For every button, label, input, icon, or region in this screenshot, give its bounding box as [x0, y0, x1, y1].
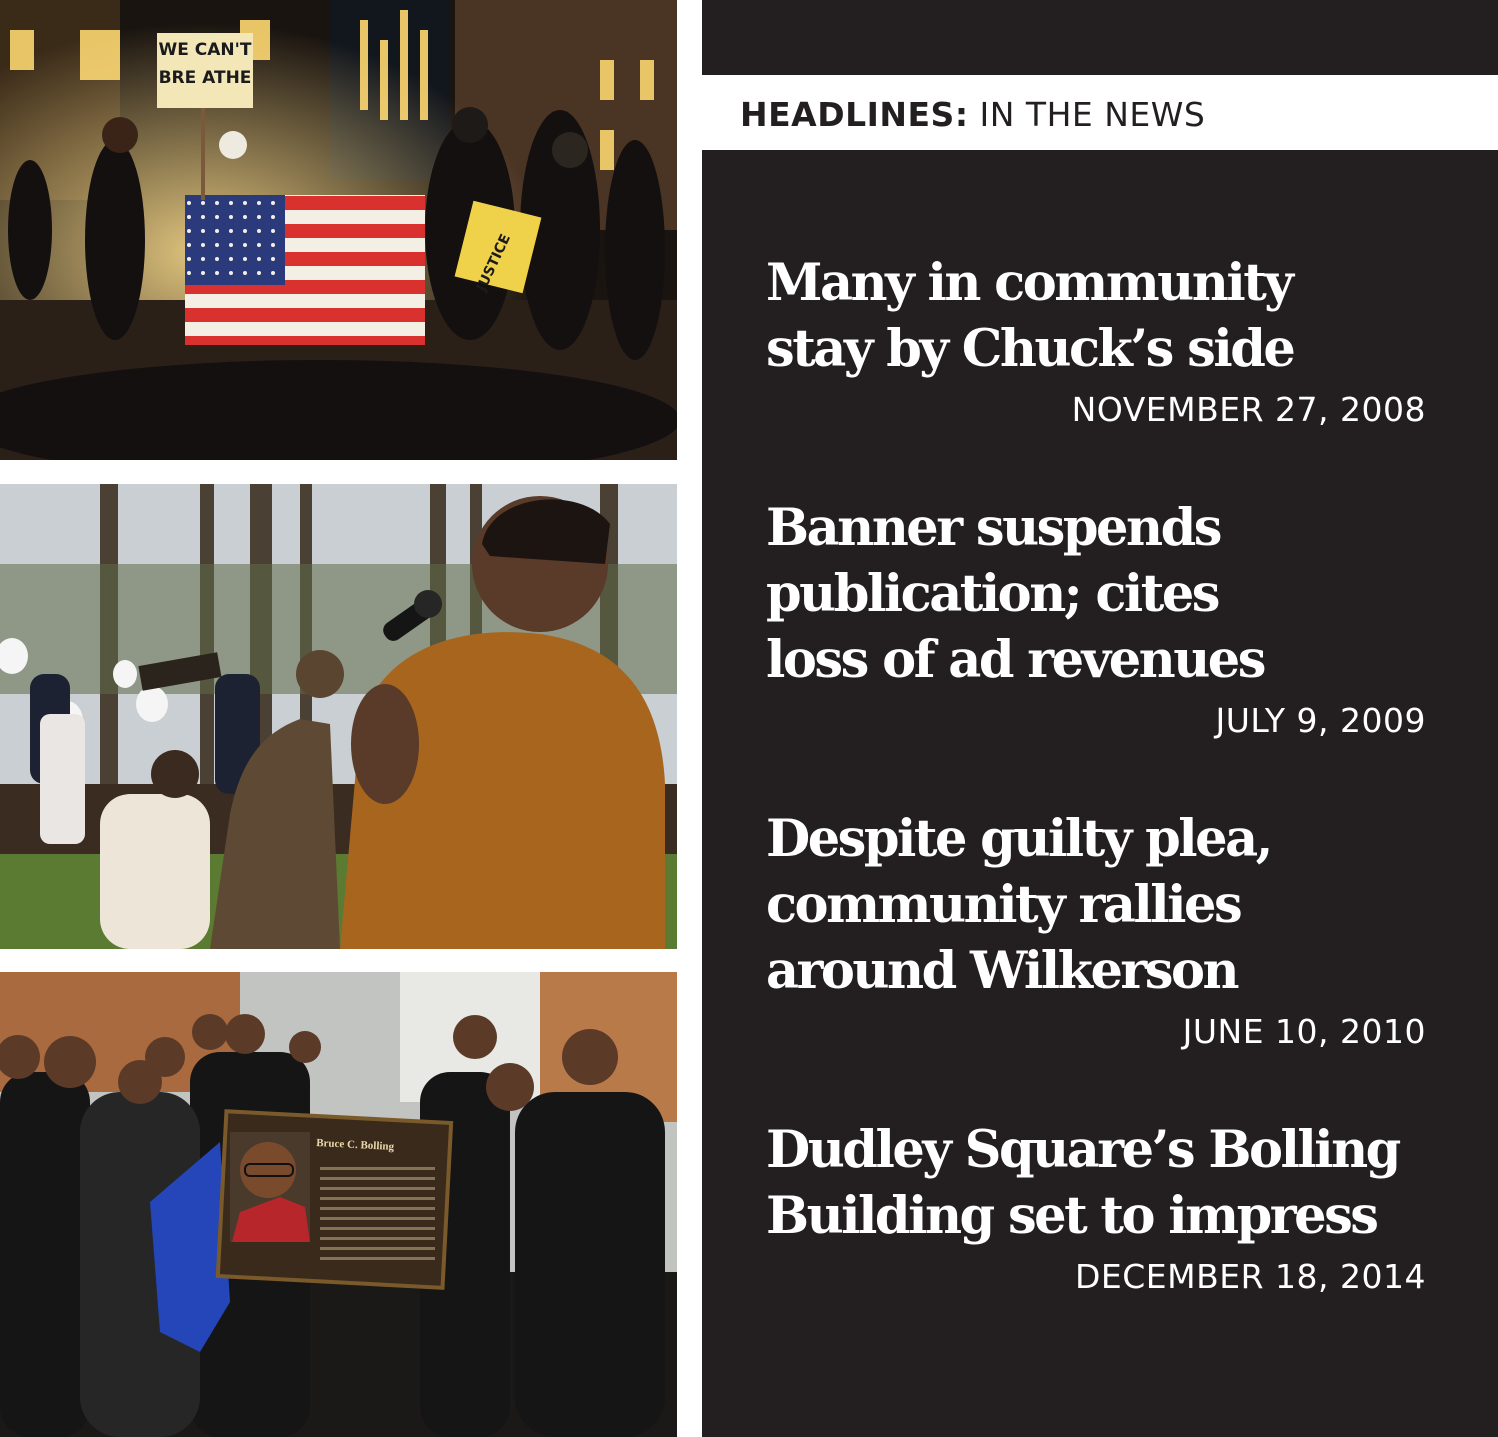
headline-date: JULY 9, 2009: [1215, 701, 1426, 740]
headline-title-line: community rallies: [766, 875, 1241, 935]
headline-title-line: Dudley Square’s Bolling: [766, 1120, 1399, 1180]
headline-title-line: around Wilkerson: [766, 941, 1238, 1001]
headline-date: DECEMBER 18, 2014: [1075, 1257, 1426, 1296]
headline-title-line: Many in community: [766, 253, 1292, 313]
section-title-bold: HEADLINES:: [740, 95, 969, 134]
protest-sign-line-1: WE CAN'T: [158, 40, 252, 60]
headline-item: [766, 806, 1426, 1052]
section-title: [740, 95, 1205, 135]
headline-title: [766, 495, 1426, 693]
headline-item: [766, 250, 1426, 430]
section-header-bar: [702, 75, 1498, 150]
protest-sign-line-2: BRE ATHE: [158, 68, 252, 88]
headline-title-line: stay by Chuck’s side: [766, 319, 1294, 379]
headline-title-line: Banner suspends: [766, 498, 1220, 558]
headline-title-line: publication; cites: [766, 564, 1219, 624]
headline-date: NOVEMBER 27, 2008: [1071, 390, 1426, 429]
protest-photo: [0, 0, 677, 460]
headline-title: [766, 1117, 1426, 1249]
headline-item: [766, 495, 1426, 741]
headline-date: JUNE 10, 2010: [1182, 1012, 1426, 1051]
headline-title-line: Building set to impress: [766, 1186, 1377, 1246]
headline-title-line: loss of ad revenues: [766, 630, 1264, 690]
headline-title: [766, 250, 1426, 382]
headline-title-line: Despite guilty plea,: [766, 809, 1271, 869]
headline-title: [766, 806, 1426, 1004]
plaque-unveiling-photo: [0, 972, 677, 1437]
statue-ceremony-photo: [0, 484, 677, 949]
section-title-light: IN THE NEWS: [968, 95, 1206, 134]
plaque-name-text: Bruce C. Bolling: [315, 1136, 395, 1154]
protest-poster-text: JUSTICE: [473, 231, 515, 294]
headlines-panel: [702, 0, 1498, 1437]
headline-item: [766, 1117, 1426, 1297]
